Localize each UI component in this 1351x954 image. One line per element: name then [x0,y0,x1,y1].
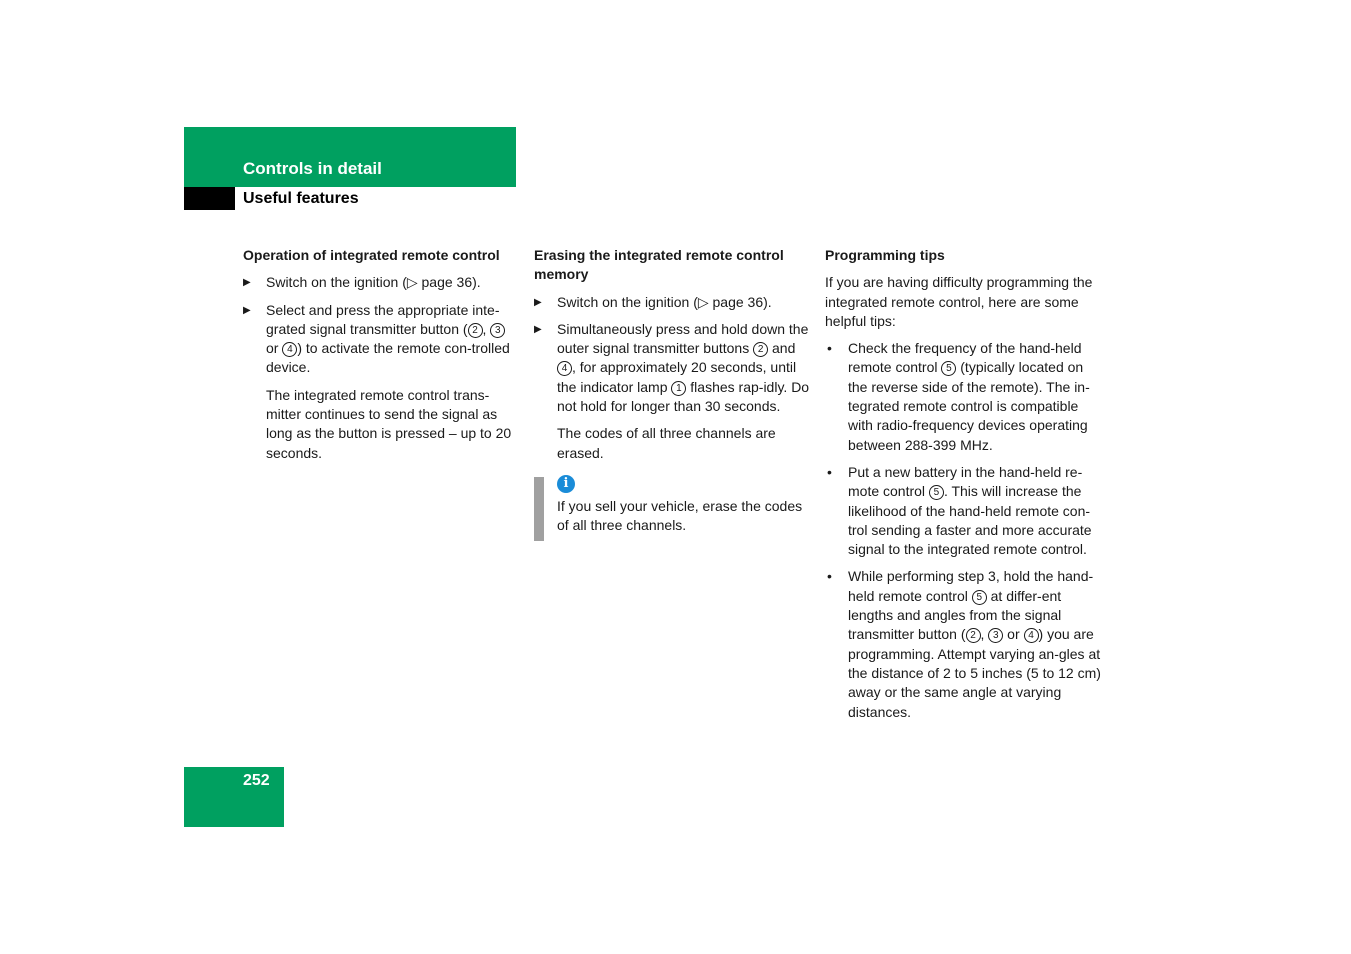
bullet-text: ) you are programming. Attempt varying an-gles at the distance of 2 to 5 inches (5 to 12 cm) away or the same angle at varying distances. [848,626,1101,720]
callout-number: 4 [1024,628,1039,643]
callout-number: 3 [988,628,1003,643]
bullet-text: Check the frequency of the hand-held remote control [848,340,1082,376]
info-icon: i [557,475,575,493]
heading-tips: Programming tips [825,247,945,263]
callout-number: 1 [671,381,686,396]
bullet-text: . This will increase the likelihood of the hand-held remote con-trol sending a faster and more accurate signal to the integrated remote control. [848,483,1092,558]
section-marker [184,187,235,210]
column-erasing [534,246,812,536]
bullet-icon: • [827,568,832,585]
bullet-text: (typically located on the reverse side of the remote). The in-tegrated remote control is compatible with radio-frequency devices operating between 288-399 MHz. [848,359,1090,453]
bullet-text: at differ-ent lengths and angles from the signal transmitter button ( [848,587,1062,643]
callout-number: 5 [929,485,944,500]
paragraph: The codes of all three channels are erased. [557,425,776,461]
step-item [243,301,521,378]
note-text: If you sell your vehicle, erase the codes of all three channels. [557,497,803,534]
chapter-title: Controls in detail [243,159,382,178]
callout-number: 2 [753,342,768,357]
triangle-bullet-icon: ▶ [534,323,542,335]
step-text: Switch on the ignition (▷ page 36). [266,274,481,291]
info-note [534,473,812,536]
step-text: flashes rap-idly. Do not hold for longer than 30 seconds. [557,378,810,415]
step-text: or [266,340,283,357]
section-title: Useful features [243,190,359,207]
callout-number: 4 [557,361,572,376]
step-text: Simultaneously press and hold down the outer signal transmitter buttons [557,320,809,357]
step-item [534,320,812,416]
callout-number: 4 [282,342,297,357]
step-text: Switch on the ignition (▷ page 36). [557,293,772,310]
bullet-item [825,567,1105,721]
page-number: 252 [243,772,270,789]
triangle-bullet-icon: ▶ [534,296,542,308]
callout-number: 3 [490,323,505,338]
step-item [243,273,521,292]
note-bar [534,477,544,541]
bullet-icon: • [827,340,832,357]
triangle-bullet-icon: ▶ [243,304,251,316]
paragraph: The integrated remote control trans-mitter continues to send the signal as long as the button is pressed – up to 20 seconds. [266,386,512,461]
bullet-text: or [1003,626,1024,643]
step-text: , [482,320,491,337]
paragraph: If you are having difficulty programming the integrated remote control, here are some helpful tips: [825,274,1093,329]
triangle-bullet-icon: ▶ [243,277,251,289]
callout-number: 2 [468,323,483,338]
heading-operation: Operation of integrated remote control [243,247,500,263]
bullet-icon: • [827,463,832,480]
callout-number: 2 [966,628,981,643]
bullet-item [825,339,1105,455]
heading-erasing: Erasing the integrated remote control memory [534,247,784,283]
callout-number: 5 [972,590,987,605]
bullet-text: Put a new battery in the hand-held re-mote control [848,463,1083,500]
step-text: ) to activate the remote con-trolled device. [266,340,510,376]
bullet-text: While performing step 3, hold the hand-held remote control [848,568,1094,604]
step-text: Select and press the appropriate inte-grated signal transmitter button ( [266,301,500,337]
bullet-text: , [980,626,989,643]
step-item [534,293,812,312]
step-text: , for approximately 20 seconds, until the indicator lamp [557,359,797,395]
bullet-item [825,463,1105,559]
step-text: and [768,340,796,357]
column-tips [825,246,1105,730]
column-operation [243,246,521,471]
callout-number: 5 [941,361,956,376]
